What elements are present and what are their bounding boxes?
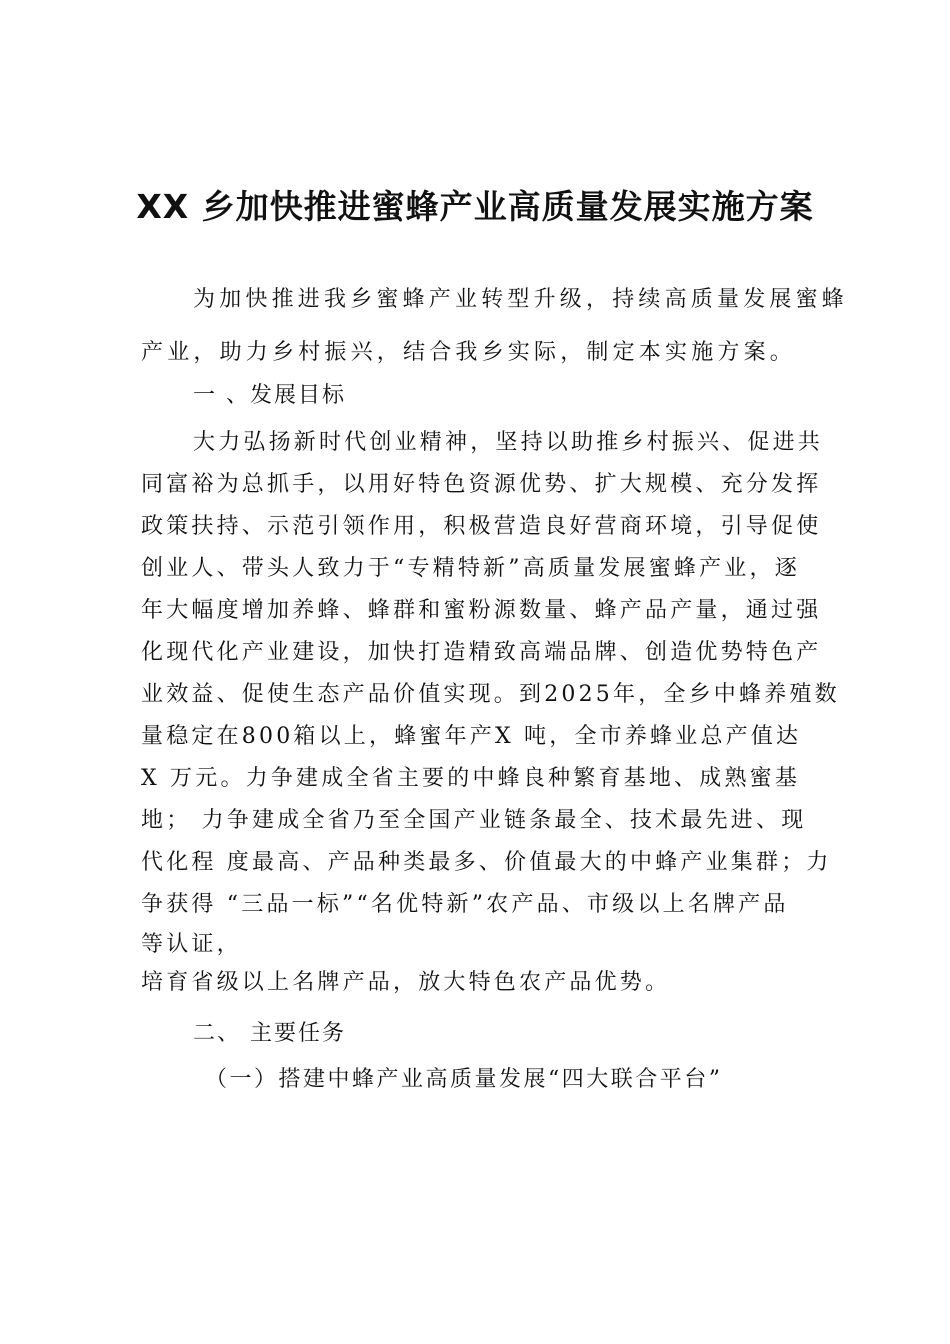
section-heading-goals: 一 、发展目标: [193, 383, 346, 408]
paragraph-line: 业效益、促使生态产品价值实现。到2025年，全乡中蜂养殖数: [141, 682, 840, 707]
paragraph-line: 大力弘扬新时代创业精神，坚持以助推乡村振兴、促进共: [193, 430, 824, 455]
paragraph-line: 量稳定在800箱以上，蜂蜜年产X 吨，全市养蜂业总产值达: [141, 724, 802, 749]
paragraph-line: 代化程 度最高、产品种类最多、价值最大的中蜂产业集群；力: [141, 850, 832, 875]
paragraph-line: 政策扶持、示范引领作用，积极营造良好营商环境，引导促使: [141, 514, 822, 539]
section-heading-tasks: 二、 主要任务: [193, 1021, 346, 1046]
intro-line-2: 产业，助力乡村振兴，结合我乡实际，制定本实施方案。: [141, 340, 797, 365]
intro-line-1: 为加快推进我乡蜜蜂产业转型升级，持续高质量发展蜜蜂: [193, 287, 849, 312]
document-title: XX 乡加快推进蜜蜂产业高质量发展实施方案: [136, 187, 814, 226]
paragraph-line: 年大幅度增加养蜂、蜂群和蜜粉源数量、蜂产品产量，通过强: [141, 598, 822, 623]
paragraph-line: 等认证，: [141, 932, 242, 957]
paragraph-line: 同富裕为总抓手，以用好特色资源优势、扩大规模、充分发挥: [141, 472, 822, 497]
paragraph-line: 培育省级以上名牌产品，放大特色农产品优势。: [141, 970, 671, 995]
paragraph-line: 争获得 “三品一标”“名优特新”农产品、市级以上名牌产品: [141, 892, 789, 917]
paragraph-line: X 万元。力争建成全省主要的中蜂良种繁育基地、成熟蜜基: [141, 766, 801, 791]
subsection-heading-platforms: （一）搭建中蜂产业高质量发展“四大联合平台”: [205, 1067, 723, 1092]
paragraph-line: 化现代化产业建设，加快打造精致高端品牌、创造优势特色产: [141, 640, 822, 665]
paragraph-line: 地； 力争建成全省乃至全国产业链条最全、技术最先进、现: [141, 808, 807, 833]
paragraph-line: 创业人、带头人致力于“专精特新”高质量发展蜜蜂产业，逐: [141, 556, 800, 581]
